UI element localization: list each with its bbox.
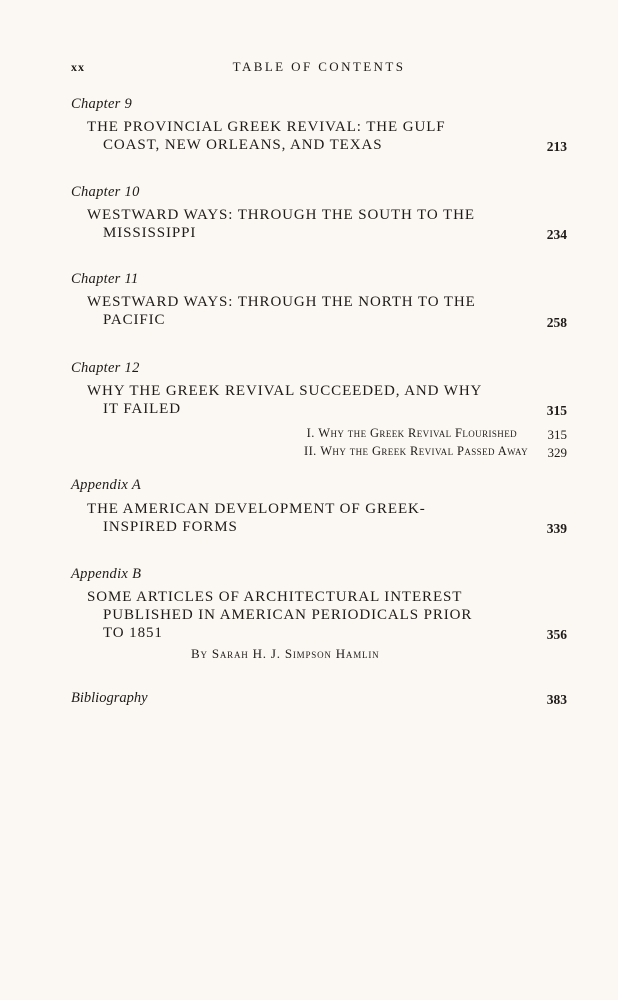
page-title: TABLE OF CONTENTS [232,59,406,74]
entry-label: Chapter 11 [71,271,139,287]
entry-page-number: 258 [546,315,567,330]
subsection-page-number: 329 [547,445,567,460]
entry-title-line: THE AMERICAN DEVELOPMENT OF GREEK- [87,501,426,517]
entry-page-number: 356 [546,627,567,642]
entry-title-line: INSPIRED FORMS [103,519,238,535]
entry-page-number: 339 [546,521,567,536]
entry-label: Appendix B [71,566,142,582]
subsection-line [304,444,528,459]
entry-title-line: SOME ARTICLES OF ARCHITECTURAL INTEREST [87,589,463,605]
entry-title-line: IT FAILED [103,401,181,417]
entry-label: Chapter 12 [71,360,140,376]
subsection-line [307,426,517,441]
entry-title-line: WESTWARD WAYS: THROUGH THE NORTH TO THE [87,294,476,310]
subsection-title: Why the Greek Revival Flourished [318,426,517,440]
entry-page-number: 234 [546,227,567,242]
entry-title-line: PACIFIC [103,312,166,328]
subsection-title: Why the Greek Revival Passed Away [320,444,528,458]
subsection-numeral: II. [304,444,317,458]
toc-entry-bibliography: Bibliography [71,690,148,706]
entry-author: By Sarah H. J. Simpson Hamlin [191,646,380,661]
entry-title-line: WESTWARD WAYS: THROUGH THE SOUTH TO THE [87,207,475,223]
entry-title-line: THE PROVINCIAL GREEK REVIVAL: THE GULF [87,119,446,135]
entry-page-number: 213 [546,139,567,154]
page-number: xx [71,60,85,74]
entry-title-line: TO 1851 [103,625,163,641]
subsection-numeral: I. [306,426,315,440]
entry-title-line: COAST, NEW ORLEANS, AND TEXAS [103,137,383,153]
bibliography-page-number: 383 [546,692,567,707]
entry-label: Chapter 9 [71,96,133,112]
entry-label: Appendix A [71,477,141,493]
subsection-page-number: 315 [547,427,567,442]
entry-title-line: MISSISSIPPI [103,225,197,241]
entry-title-line: WHY THE GREEK REVIVAL SUCCEEDED, AND WHY [87,383,483,399]
entry-label: Chapter 10 [71,184,140,200]
entry-title-line: PUBLISHED IN AMERICAN PERIODICALS PRIOR [103,607,473,623]
entry-page-number: 315 [546,403,567,418]
